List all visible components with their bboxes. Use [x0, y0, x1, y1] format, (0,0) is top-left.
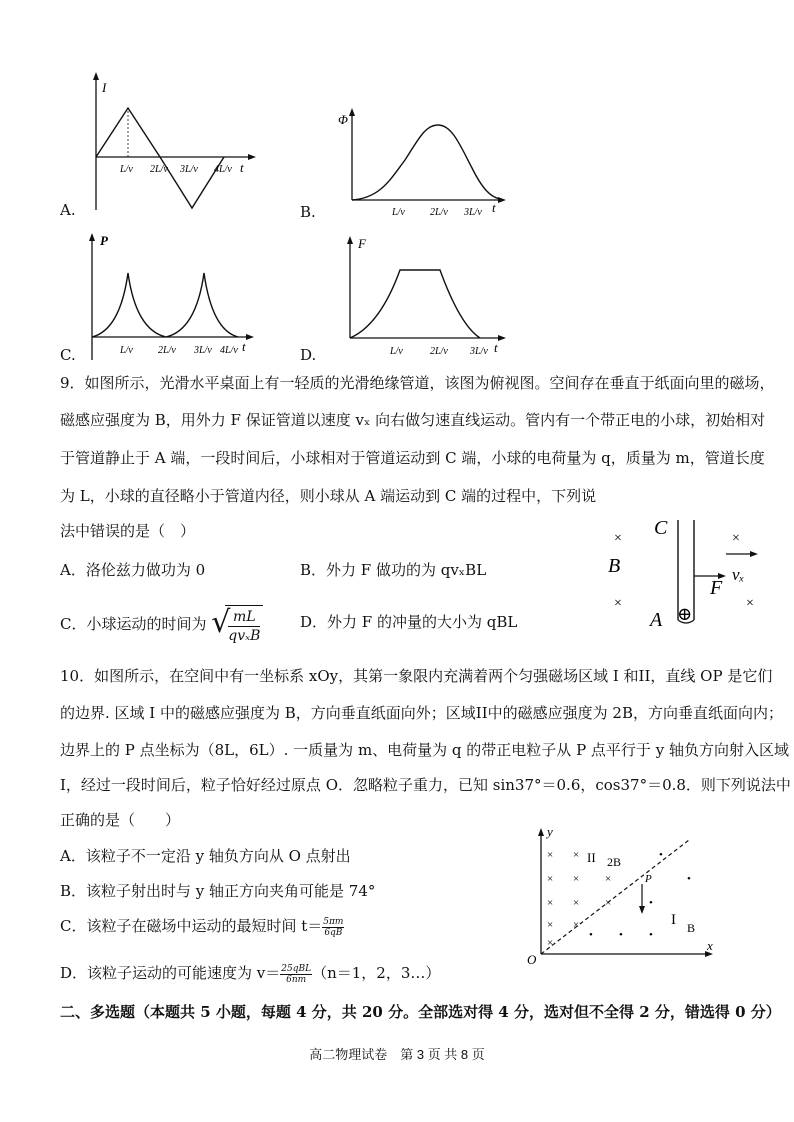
graph-a-y-label: I	[102, 80, 107, 95]
q10-fig-label-p: P	[645, 873, 652, 885]
graph-c-tick-1: L/v	[120, 345, 133, 356]
q9-option-c-text: C．小球运动的时间为	[60, 615, 207, 633]
graph-a-curve	[96, 108, 224, 208]
q10-fig-cross-1: ×	[547, 849, 554, 861]
graph-d-y-label: F	[358, 236, 366, 251]
q9-fig-label-c: C	[654, 517, 668, 539]
graph-c-tick-4: 4L/v	[220, 345, 238, 356]
q10-fig-dot-4: •	[619, 929, 623, 941]
q10-option-d-num: 25qBL	[281, 963, 312, 974]
q10-option-c-num: 5πm	[323, 916, 344, 927]
q10-option-d-den: 6nm	[286, 974, 307, 985]
q10-fig-label-2b: 2B	[607, 855, 622, 869]
graph-b-option-label: B.	[300, 203, 316, 221]
graph-d-x-label: t	[494, 340, 498, 355]
graph-a-option-label: A.	[60, 201, 76, 219]
q10-fig-cross-10: ×	[573, 919, 580, 931]
q10-option-b: B．该粒子射出时与 y 轴正方向夹角可能是 74°	[60, 882, 376, 900]
q10-option-d-text: D．该粒子运动的可能速度为 v＝	[60, 964, 281, 982]
q10-fig-label-i: I	[671, 912, 676, 928]
graph-b	[300, 100, 520, 225]
q9-option-a: A．洛伦兹力做功为 0	[60, 561, 206, 579]
graph-a-tick-2: 2L/v	[150, 164, 168, 175]
q9-option-c	[60, 605, 263, 645]
q10-fig-cross-2: ×	[573, 849, 580, 861]
graph-d	[300, 230, 520, 365]
q10-fig-dot-1: •	[659, 849, 663, 861]
q10-option-d	[60, 963, 440, 985]
q9-fig-velocity-arrowhead	[750, 551, 758, 557]
graph-d-tick-2: 2L/v	[430, 346, 448, 357]
q10-line-3: 边界上的 P 点坐标为（8L，6L）. 一质量为 m、电荷量为 q 的带正电粒子从 P 点平行于 y 轴负方向射入区域	[60, 741, 789, 759]
graph-d-tick-1: L/v	[390, 346, 403, 357]
q9-fig-label-a: A	[650, 609, 663, 631]
q10-option-d-fraction	[280, 964, 312, 985]
graph-d-x-arrow	[498, 335, 506, 341]
q9-line-3: 于管道静止于 A 端，一段时间后，小球相对于管道运动到 C 端，小球的电荷量为 q，质量为 m，管道长度	[60, 449, 765, 467]
graph-d-option-label: D.	[300, 346, 317, 364]
graph-a-tick-1: L/v	[120, 164, 133, 175]
q10-line-4: I，经过一段时间后，粒子恰好经过原点 O．忽略粒子重力，已知 sin37°＝0.6，cos37°＝0.8．则下列说法中	[60, 776, 791, 794]
q10-fig-label-b: B	[687, 921, 696, 935]
graph-b-y-label: Φ	[338, 112, 348, 127]
graph-d-y-arrow	[347, 236, 353, 244]
graph-a-plot	[80, 60, 260, 220]
graph-c-curve	[92, 273, 238, 337]
q10-fig-cross-9: ×	[547, 919, 554, 931]
graph-a-tick-4: 4L/v	[214, 164, 232, 175]
q10-fig-dot-5: •	[649, 929, 653, 941]
graph-a-x-label: t	[240, 160, 244, 175]
q9-line-4: 为 L，小球的直径略小于管道内径，则小球从 A 端运动到 C 端的过程中，下列说	[60, 487, 597, 505]
q10-fig-dot-3: •	[649, 897, 653, 909]
q10-fig-velocity-arrowhead	[639, 906, 645, 914]
q9-option-d: D．外力 F 的冲量的大小为 qBL	[300, 613, 518, 631]
graph-b-y-arrow	[349, 108, 355, 116]
q10-figure	[525, 824, 725, 969]
graph-c-tick-3: 3L/v	[194, 345, 212, 356]
graph-d-tick-3: 3L/v	[470, 346, 488, 357]
q9-fig-cross-3: ×	[732, 531, 740, 546]
q10-fig-cross-8: ×	[605, 897, 612, 909]
graph-c-y-label: P	[100, 233, 108, 248]
q9-option-c-sqrt: √ mL qvₓB	[211, 605, 263, 645]
q9-option-c-num: mL	[233, 609, 256, 625]
graph-b-tick-3: 3L/v	[464, 207, 482, 218]
q10-fig-cross-7: ×	[573, 897, 580, 909]
q10-fig-cross-5: ×	[605, 873, 612, 885]
q9-fig-cross-4: ×	[746, 596, 754, 611]
graph-a-y-arrow	[93, 72, 99, 80]
q10-fig-cross-4: ×	[573, 873, 580, 885]
q9-line-2: 磁感应强度为 B，用外力 F 保证管道以速度 vₓ 向右做匀速直线运动。管内有一个带正电的小球，初始相对	[60, 411, 766, 429]
q10-fig-label-y: y	[547, 824, 553, 839]
graph-b-tick-2: 2L/v	[430, 207, 448, 218]
q10-line-2: 的边界. 区域 I 中的磁感应强度为 B，方向垂直纸面向外；区域II中的磁感应强度为 2B，方向垂直纸面向内；	[60, 704, 783, 722]
graph-b-x-arrow	[498, 197, 506, 203]
graph-b-plot	[330, 100, 520, 225]
q10-option-c-fraction	[322, 917, 344, 938]
q10-fig-cross-6: ×	[547, 897, 554, 909]
q10-fig-cross-3: ×	[547, 873, 554, 885]
q9-line-1: 9．如图所示，光滑水平桌面上有一轻质的光滑绝缘管道，该图为俯视图。空间存在垂直于纸面向里的磁场，	[60, 374, 775, 392]
graph-c-x-label: t	[242, 339, 246, 354]
q10-fig-label-x: x	[707, 938, 713, 953]
q10-option-c	[60, 916, 344, 938]
q10-line-5: 正确的是（ ）	[60, 811, 181, 829]
graph-a	[60, 60, 260, 220]
q10-option-d-suffix: （n＝1，2，3…）	[312, 964, 441, 982]
q9-fig-label-f: F	[710, 577, 723, 599]
page-footer: 高二物理试卷 第 3 页 共 8 页	[309, 1047, 485, 1062]
graph-c	[60, 225, 270, 365]
q10-fig-dot-6: •	[589, 929, 593, 941]
graph-c-option-label: C.	[60, 346, 76, 364]
q10-line-1: 10．如图所示，在空间中有一坐标系 xOy，其第一象限内充满着两个匀强磁场区域 I 和II，直线 OP 是它们	[60, 667, 773, 685]
graph-c-plot	[80, 225, 270, 365]
q10-option-a: A．该粒子不一定沿 y 轴负方向从 O 点射出	[60, 847, 351, 865]
graph-d-plot	[330, 230, 520, 365]
q10-fig-y-arrow	[538, 828, 544, 836]
section-2-header: 二、多选题（本题共 5 小题，每题 4 分，共 20 分。全部选对得 4 分，选对但不全得 2 分，错选得 0 分）	[60, 1003, 781, 1021]
q9-fig-cross-2: ×	[614, 596, 622, 611]
q10-fig-cross-11: ×	[547, 937, 554, 949]
graph-b-x-label: t	[492, 200, 496, 215]
q10-option-c-den: 6qB	[324, 927, 343, 938]
graph-c-tick-2: 2L/v	[158, 345, 176, 356]
q10-fig-dot-2: •	[687, 873, 691, 885]
q10-fig-label-ii: II	[587, 850, 596, 865]
q9-fig-label-b: B	[608, 555, 621, 577]
graph-a-tick-3: 3L/v	[180, 164, 198, 175]
q9-figure	[598, 512, 778, 637]
q9-fig-cross-1: ×	[614, 531, 622, 546]
q9-option-b: B．外力 F 做功的为 qvₓBL	[300, 561, 487, 579]
q9-option-c-den: qvₓB	[228, 628, 261, 644]
graph-a-x-arrow	[248, 154, 256, 160]
graph-c-x-arrow	[246, 334, 254, 340]
graph-d-curve	[350, 270, 480, 338]
q9-fig-ball: ⊕	[677, 604, 693, 624]
graph-b-tick-1: L/v	[392, 207, 405, 218]
q9-fig-label-v: vₓ	[732, 565, 745, 584]
q9-line-5: 法中错误的是（ ）	[60, 522, 196, 540]
graph-b-curve	[352, 125, 500, 200]
graph-c-y-arrow	[89, 233, 95, 241]
q10-option-c-text: C．该粒子在磁场中运动的最短时间 t＝	[60, 917, 323, 935]
q10-fig-label-o: O	[527, 952, 537, 967]
